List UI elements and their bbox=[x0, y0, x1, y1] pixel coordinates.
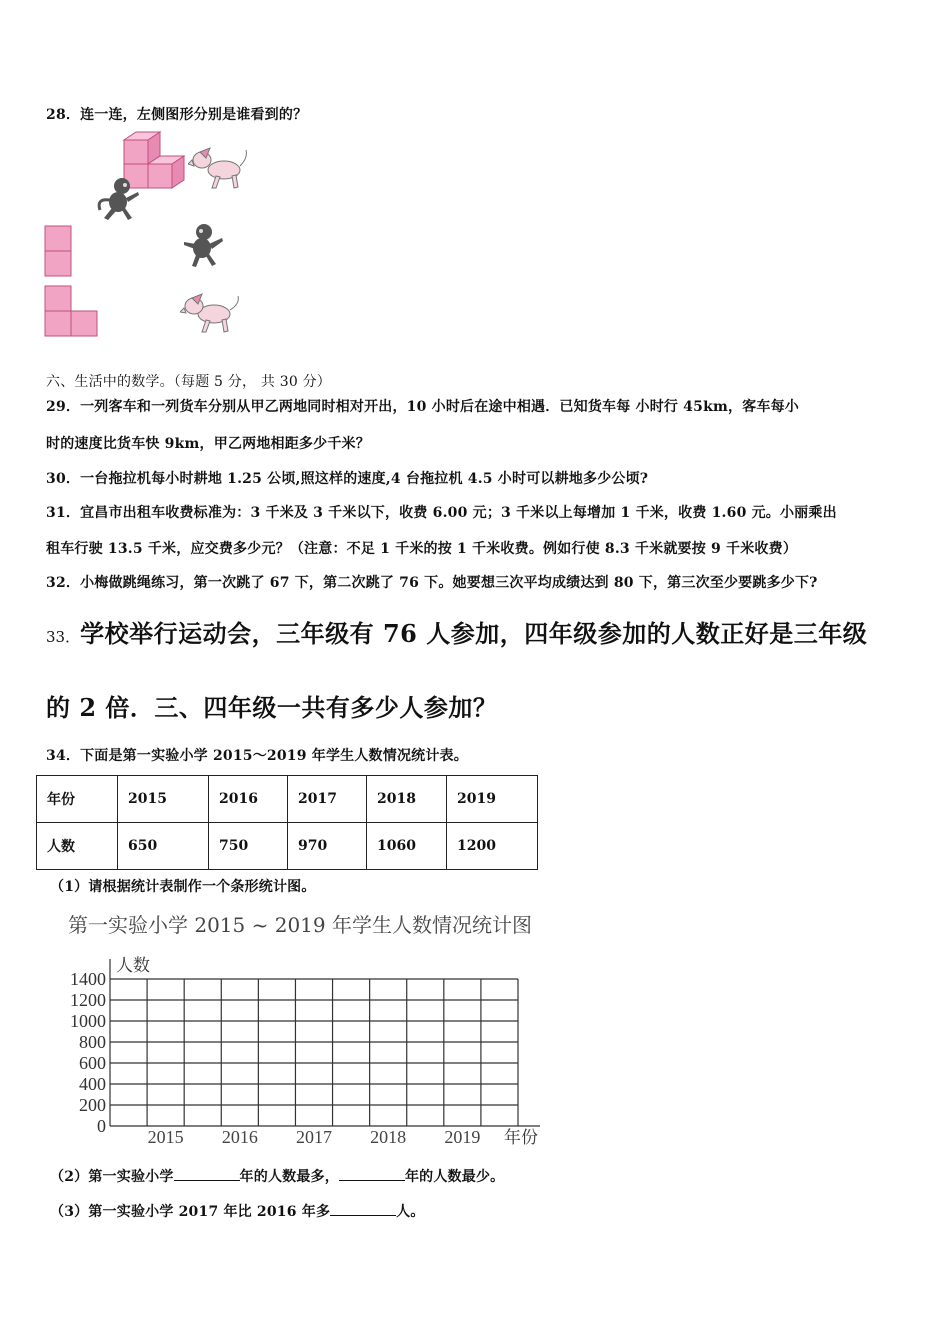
chart-ylabel: 人数 bbox=[116, 956, 150, 976]
dog-icon bbox=[188, 146, 250, 190]
chart-y-tick-label: 1000 bbox=[70, 1011, 106, 1031]
section-6-heading: 六、生活中的数学。（每题 5 分， 共 30 分） bbox=[46, 374, 331, 390]
chart-x-tick-label: 2019 bbox=[444, 1127, 481, 1147]
q34-sub2-part-a: （2）第一实验小学 bbox=[50, 1169, 174, 1185]
answer-blank-3[interactable] bbox=[330, 1203, 396, 1216]
q34-sub3 bbox=[50, 1201, 425, 1221]
table-cell: 2019 bbox=[447, 776, 538, 823]
table-cell: 2018 bbox=[367, 776, 447, 823]
table-cell: 人数 bbox=[37, 823, 118, 870]
q30-text: 30．一台拖拉机每小时耕地 1.25 公顷,照这样的速度,4 台拖拉机 4.5 小时可以耕地多少公顷? bbox=[46, 471, 649, 487]
q31-line2: 租车行驶 13.5 千米，应交费多少元？（注意：不足 1 千米的按 1 千米收费。例如行使 8.3 千米就要按 9 千米收费） bbox=[46, 541, 798, 557]
stats-table bbox=[36, 775, 538, 870]
table-row bbox=[37, 776, 538, 823]
chart-x-tick-label: 2015 bbox=[147, 1127, 184, 1147]
chart-x-tick-label: 2016 bbox=[221, 1127, 258, 1147]
bar-chart-grid bbox=[60, 905, 560, 1155]
chart-y-tick-label: 1400 bbox=[70, 969, 106, 989]
table-cell: 1060 bbox=[367, 823, 447, 870]
chart-title: 第一实验小学 2015 ~ 2019 年学生人数情况统计图 bbox=[68, 913, 532, 937]
q34-sub2-part-c: 年的人数最少。 bbox=[404, 1169, 505, 1185]
table-cell: 650 bbox=[118, 823, 209, 870]
q33-line2: 的 2 倍．三、四年级一共有多少人参加？ bbox=[46, 693, 498, 722]
q32-text: 32．小梅做跳绳练习，第一次跳了 67 下，第二次跳了 76 下。她要想三次平均成绩达到 80 下，第三次至少要跳多少下? bbox=[46, 575, 818, 591]
chart-xlabel: 年份 bbox=[504, 1128, 538, 1148]
chart-y-tick-label: 1200 bbox=[70, 990, 106, 1010]
table-cell: 年份 bbox=[37, 776, 118, 823]
q34-sub3-part-a: （3）第一实验小学 2017 年比 2016 年多 bbox=[50, 1204, 331, 1220]
table-row bbox=[37, 823, 538, 870]
chart-x-tick-label: 2017 bbox=[296, 1127, 332, 1147]
dog-icon-2 bbox=[180, 292, 242, 336]
q34-sub1: （1）请根据统计表制作一个条形统计图。 bbox=[50, 879, 316, 895]
table-cell: 2015 bbox=[118, 776, 209, 823]
chart-y-tick-label: 200 bbox=[79, 1095, 106, 1115]
monkey-icon-2 bbox=[182, 222, 228, 268]
chart-y-tick-label: 400 bbox=[79, 1074, 106, 1094]
q28-text: 28．连一连，左侧图形分别是谁看到的？ bbox=[46, 107, 308, 123]
view-shape-2 bbox=[44, 285, 102, 339]
q34-sub2-part-b: 年的人数最多， bbox=[239, 1169, 339, 1185]
q34-intro: 34．下面是第一实验小学 2015～2019 年学生人数情况统计表。 bbox=[46, 748, 468, 764]
answer-blank-2[interactable] bbox=[339, 1168, 405, 1181]
table-cell: 750 bbox=[209, 823, 288, 870]
chart-y-tick-label: 600 bbox=[79, 1053, 106, 1073]
q34-sub3-part-b: 人。 bbox=[396, 1204, 425, 1220]
chart-y-tick-label: 800 bbox=[79, 1032, 106, 1052]
q33-line1 bbox=[46, 614, 867, 649]
table-cell: 2016 bbox=[209, 776, 288, 823]
q34-sub2 bbox=[50, 1166, 504, 1186]
table-cell: 970 bbox=[288, 823, 367, 870]
q33-text-1: 学校举行运动会，三年级有 76 人参加，四年级参加的人数正好是三年级 bbox=[80, 619, 868, 648]
table-cell: 2017 bbox=[288, 776, 367, 823]
answer-blank-1[interactable] bbox=[174, 1168, 240, 1181]
chart-y-tick-label: 0 bbox=[97, 1116, 106, 1136]
table-cell: 1200 bbox=[447, 823, 538, 870]
q29-line2: 时的速度比货车快 9km，甲乙两地相距多少千米？ bbox=[46, 436, 370, 452]
q29-line1: 29．一列客车和一列货车分别从甲乙两地同时相对开出，10 小时后在途中相遇．已知货车每 小时行 45km，客车每小 bbox=[46, 399, 799, 415]
view-shape-1 bbox=[44, 225, 76, 279]
q33-number: 33． bbox=[46, 628, 81, 646]
q31-line1: 31．宜昌市出租车收费标准为：3 千米及 3 千米以下，收费 6.00 元；3 千米以上每增加 1 千米，收费 1.60 元。小丽乘出 bbox=[46, 505, 837, 521]
chart-x-tick-label: 2018 bbox=[370, 1127, 407, 1147]
monkey-icon bbox=[92, 176, 142, 222]
